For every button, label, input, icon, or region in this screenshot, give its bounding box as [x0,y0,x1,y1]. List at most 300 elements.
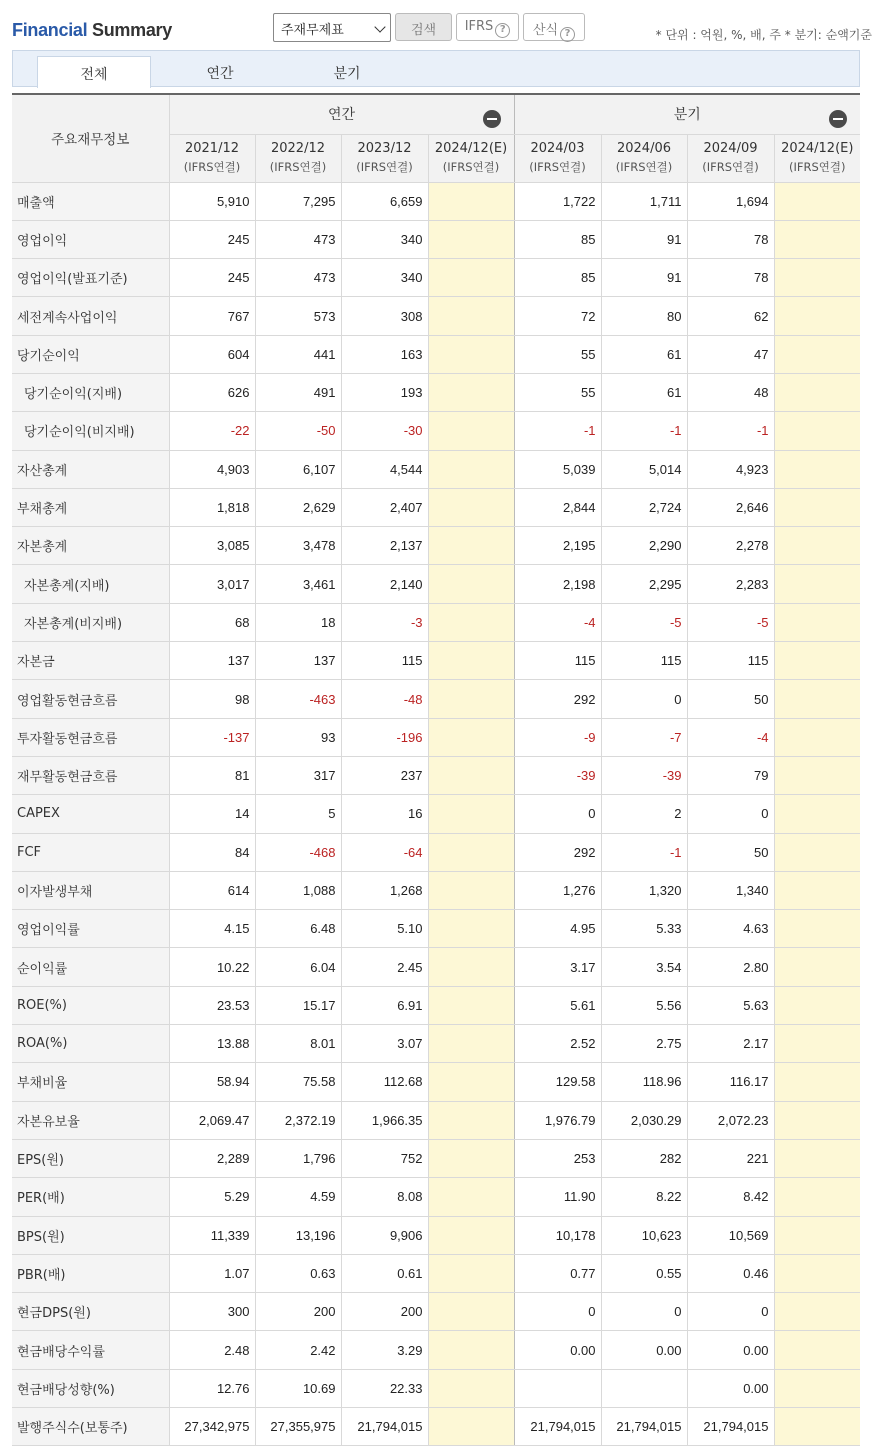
table-cell: 0.00 [687,1369,774,1407]
table-cell: 300 [169,1293,255,1331]
table-cell: -39 [514,756,601,794]
table-cell: 6,659 [341,182,428,220]
table-cell: 491 [255,373,341,411]
page-title: Financial Summary [12,20,172,40]
column-basis: (IFRS연결) [269,160,327,174]
row-label: 당기순이익(지배) [12,373,169,411]
table-cell: 6.91 [341,986,428,1024]
financial-summary-table [12,93,860,1446]
table-cell: 0 [687,795,774,833]
table-cell: 245 [169,220,255,258]
table-cell: 61 [601,335,687,373]
table-cell: 72 [514,297,601,335]
table-cell [774,1025,860,1063]
table-row [12,1063,860,1101]
table-cell: 3,017 [169,565,255,603]
table-cell: 2,140 [341,565,428,603]
table-cell: -4 [514,603,601,641]
table-cell: 2,724 [601,488,687,526]
table-cell [774,335,860,373]
table-cell: 1,268 [341,871,428,909]
table-cell: 15.17 [255,986,341,1024]
period-tabs [12,50,860,87]
table-cell: 0.63 [255,1254,341,1292]
table-cell: -196 [341,718,428,756]
table-cell [774,871,860,909]
table-cell [428,1178,514,1216]
table-cell: -39 [601,756,687,794]
column-period: 2023/12 [357,141,412,156]
table-cell: 2,372.19 [255,1101,341,1139]
table-cell: 84 [169,833,255,871]
row-label: PBR(배) [12,1254,169,1292]
table-cell: 2,646 [687,488,774,526]
table-cell: 2,844 [514,488,601,526]
table-cell [774,1216,860,1254]
table-cell: 221 [687,1139,774,1177]
table-cell [774,1369,860,1407]
table-row [12,1216,860,1254]
table-cell [774,833,860,871]
table-cell [774,756,860,794]
row-label: 순이익률 [12,948,169,986]
tab-annual[interactable]: 연간 [206,66,234,82]
table-cell [428,220,514,258]
table-cell: 1,818 [169,488,255,526]
table-cell: 4.59 [255,1178,341,1216]
help-icon: ? [495,23,510,38]
table-cell: 0 [601,1293,687,1331]
table-cell [428,182,514,220]
toolbar [12,12,872,48]
row-label: 발행주식수(보통주) [12,1408,169,1446]
table-cell: 282 [601,1139,687,1177]
table-cell: 27,355,975 [255,1408,341,1446]
row-label: 당기순이익(비지배) [12,412,169,450]
table-cell [428,450,514,488]
row-label: ROA(%) [12,1025,169,1063]
table-cell [428,642,514,680]
collapse-quarter-icon[interactable] [829,110,847,128]
table-cell: 11,339 [169,1216,255,1254]
table-cell: -4 [687,718,774,756]
row-label: FCF [12,833,169,871]
table-row [12,1293,860,1331]
table-row [12,718,860,756]
table-cell: 200 [255,1293,341,1331]
table-cell [428,1293,514,1331]
row-label: 자본유보율 [12,1101,169,1139]
column-basis: (IFRS연결) [529,160,586,174]
table-cell: 1,694 [687,182,774,220]
table-cell [428,1408,514,1446]
table-cell: 1,276 [514,871,601,909]
table-cell: 2,407 [341,488,428,526]
formula-help-button[interactable] [523,13,585,41]
table-cell: 0.61 [341,1254,428,1292]
column-header [169,134,255,182]
table-cell: 9,906 [341,1216,428,1254]
table-cell: 317 [255,756,341,794]
table-row [12,1369,860,1407]
table-cell [428,1101,514,1139]
table-cell: 5.10 [341,910,428,948]
help-icon: ? [560,27,575,42]
table-cell [774,412,860,450]
column-header [428,134,514,182]
row-label: 이자발생부채 [12,871,169,909]
table-row [12,680,860,718]
table-cell: 0.00 [687,1331,774,1369]
table-cell: 6,107 [255,450,341,488]
table-cell: 2.52 [514,1025,601,1063]
table-cell [774,1063,860,1101]
row-label: BPS(원) [12,1216,169,1254]
table-cell: 115 [601,642,687,680]
table-cell: 79 [687,756,774,794]
table-cell: 91 [601,220,687,258]
table-row [12,756,860,794]
table-row [12,1178,860,1216]
table-cell [428,910,514,948]
table-cell: 21,794,015 [341,1408,428,1446]
row-label: 부채총계 [12,488,169,526]
column-basis: (IFRS연결) [442,160,500,174]
table-cell: 137 [255,642,341,680]
table-cell: 10.69 [255,1369,341,1407]
table-cell [428,412,514,450]
column-basis: (IFRS연결) [702,160,759,174]
table-cell: -1 [601,833,687,871]
table-row [12,833,860,871]
row-label: 자본총계(비지배) [12,603,169,641]
table-cell: 5,039 [514,450,601,488]
table-cell: 10,569 [687,1216,774,1254]
table-cell: 2.48 [169,1331,255,1369]
table-cell: 85 [514,259,601,297]
table-cell: 13.88 [169,1025,255,1063]
table-cell: 292 [514,833,601,871]
statement-type-select[interactable] [273,13,391,42]
table-row [12,1139,860,1177]
table-cell: 340 [341,220,428,258]
table-row [12,1254,860,1292]
table-cell: 473 [255,259,341,297]
table-cell [428,565,514,603]
table-cell: 0 [514,795,601,833]
column-header [341,134,428,182]
table-cell: 2,290 [601,527,687,565]
table-cell: 2,289 [169,1139,255,1177]
select-value: 주재무제표 [281,23,344,38]
table-cell: 50 [687,833,774,871]
column-header [601,134,687,182]
table-row [12,297,860,335]
table-cell: 8.42 [687,1178,774,1216]
table-cell: 5.63 [687,986,774,1024]
table-row [12,412,860,450]
column-period: 2024/09 [703,141,758,156]
table-cell [774,527,860,565]
table-cell: 2,195 [514,527,601,565]
row-label: 자본총계 [12,527,169,565]
tab-all[interactable]: 전체 [37,56,151,88]
table-cell: 0.00 [514,1331,601,1369]
row-label: 당기순이익 [12,335,169,373]
table-cell: 0 [601,680,687,718]
table-cell [774,680,860,718]
table-cell: 91 [601,259,687,297]
annual-group-label: 연간 [327,107,356,124]
table-cell [428,1139,514,1177]
table-cell: -50 [255,412,341,450]
table-cell: 11.90 [514,1178,601,1216]
table-cell: 2,283 [687,565,774,603]
row-label: 현금DPS(원) [12,1293,169,1331]
column-basis: (IFRS연결) [789,160,846,174]
table-cell: 8.08 [341,1178,428,1216]
table-row [12,603,860,641]
table-cell [774,373,860,411]
table-cell: 98 [169,680,255,718]
table-cell [428,871,514,909]
row-label: ROE(%) [12,986,169,1024]
table-cell: -137 [169,718,255,756]
table-cell: 85 [514,220,601,258]
row-label: CAPEX [12,795,169,833]
table-cell: 340 [341,259,428,297]
table-cell: 1,711 [601,182,687,220]
table-cell: 55 [514,373,601,411]
table-cell: 81 [169,756,255,794]
table-cell: 5.29 [169,1178,255,1216]
table-cell: 112.68 [341,1063,428,1101]
table-cell: 614 [169,871,255,909]
table-cell: 2,137 [341,527,428,565]
row-label: 자산총계 [12,450,169,488]
table-cell: 2.80 [687,948,774,986]
table-cell: 5 [255,795,341,833]
table-cell: 13,196 [255,1216,341,1254]
chevron-down-icon [374,21,385,32]
table-cell [774,1408,860,1446]
table-cell [514,1369,601,1407]
table-cell: 10.22 [169,948,255,986]
table-cell: 2,629 [255,488,341,526]
table-cell: 115 [341,642,428,680]
table-cell: 78 [687,220,774,258]
column-basis: (IFRS연결) [615,160,673,174]
table-cell: 245 [169,259,255,297]
table-cell: 75.58 [255,1063,341,1101]
table-cell [774,603,860,641]
table-cell: 2.42 [255,1331,341,1369]
table-cell: 18 [255,603,341,641]
table-cell: 1,966.35 [341,1101,428,1139]
column-period: 2024/06 [616,141,671,156]
column-period: 2024/12(E) [781,141,854,156]
table-cell: 115 [514,642,601,680]
table-cell: 4.95 [514,910,601,948]
table-cell: 14 [169,795,255,833]
table-cell: 129.58 [514,1063,601,1101]
table-cell [774,450,860,488]
table-row [12,259,860,297]
table-cell: -64 [341,833,428,871]
table-cell: 0 [514,1293,601,1331]
table-cell: 1,340 [687,871,774,909]
column-period: 2021/12 [184,141,239,156]
table-cell: -463 [255,680,341,718]
table-cell: 0 [687,1293,774,1331]
row-label: 영업이익률 [12,910,169,948]
table-cell: 2,278 [687,527,774,565]
table-cell: 4.63 [687,910,774,948]
table-cell [774,948,860,986]
table-cell [428,1369,514,1407]
table-cell [428,1216,514,1254]
table-cell: 1,088 [255,871,341,909]
table-cell [774,1178,860,1216]
table-cell: 163 [341,335,428,373]
table-cell: 3.17 [514,948,601,986]
table-cell: 6.04 [255,948,341,986]
table-cell: -1 [687,412,774,450]
table-cell: 4,903 [169,450,255,488]
table-cell: 3.29 [341,1331,428,1369]
table-cell: 3,478 [255,527,341,565]
table-cell: 78 [687,259,774,297]
ifrs-help-button[interactable] [456,13,519,41]
table-row [12,565,860,603]
table-cell: 5.33 [601,910,687,948]
table-row [12,986,860,1024]
table-cell: 4,923 [687,450,774,488]
table-cell: 55 [514,335,601,373]
table-cell: 1,796 [255,1139,341,1177]
table-row [12,373,860,411]
collapse-annual-icon[interactable] [483,110,501,128]
table-cell [428,986,514,1024]
table-cell: 2,030.29 [601,1101,687,1139]
table-cell: 237 [341,756,428,794]
table-row [12,488,860,526]
table-cell [774,1293,860,1331]
table-cell: -1 [514,412,601,450]
table-cell: 10,623 [601,1216,687,1254]
annual-group-header [169,94,514,134]
row-label: 자본금 [12,642,169,680]
table-cell: 5.61 [514,986,601,1024]
table-cell: 137 [169,642,255,680]
table-cell: 292 [514,680,601,718]
table-cell: 3.54 [601,948,687,986]
table-cell: 21,794,015 [514,1408,601,1446]
table-row [12,527,860,565]
table-cell: 0.46 [687,1254,774,1292]
table-cell: 2,069.47 [169,1101,255,1139]
table-cell: 27,342,975 [169,1408,255,1446]
unit-note: * 단위 : 억원, %, 배, 주 * 분기: 순액기준 [655,28,872,42]
table-row [12,871,860,909]
table-cell [428,603,514,641]
table-row [12,450,860,488]
table-cell: 115 [687,642,774,680]
table-cell: -7 [601,718,687,756]
table-cell: 3.07 [341,1025,428,1063]
table-cell: 68 [169,603,255,641]
table-cell [428,297,514,335]
table-row [12,1408,860,1446]
table-cell [428,335,514,373]
table-cell [428,833,514,871]
table-cell: 6.48 [255,910,341,948]
table-cell [428,488,514,526]
table-cell: 1,976.79 [514,1101,601,1139]
table-cell [774,1331,860,1369]
table-cell: 116.17 [687,1063,774,1101]
row-label: 투자활동현금흐름 [12,718,169,756]
table-cell [428,259,514,297]
table-cell: -468 [255,833,341,871]
table-row [12,1025,860,1063]
row-label: 부채비율 [12,1063,169,1101]
table-cell: 3,461 [255,565,341,603]
table-cell [774,642,860,680]
table-row [12,1101,860,1139]
table-cell: 12.76 [169,1369,255,1407]
row-label: 세전계속사업이익 [12,297,169,335]
table-cell: 7,295 [255,182,341,220]
table-cell: 626 [169,373,255,411]
table-cell: 0.55 [601,1254,687,1292]
formula-label: 산식 [532,23,559,38]
table-cell: 767 [169,297,255,335]
table-cell: -3 [341,603,428,641]
table-cell: 2.75 [601,1025,687,1063]
column-header [255,134,341,182]
table-cell: 47 [687,335,774,373]
table-cell: -22 [169,412,255,450]
table-cell [774,297,860,335]
row-label: 자본총계(지배) [12,565,169,603]
table-cell [774,718,860,756]
row-label: 매출액 [12,182,169,220]
table-cell: 22.33 [341,1369,428,1407]
table-cell [774,795,860,833]
table-cell [601,1369,687,1407]
table-cell: 48 [687,373,774,411]
table-cell [774,910,860,948]
row-label: PER(배) [12,1178,169,1216]
table-cell: 5,014 [601,450,687,488]
table-cell: 5,910 [169,182,255,220]
table-cell: 4,544 [341,450,428,488]
search-button[interactable]: 검색 [395,13,452,41]
table-cell [428,1331,514,1369]
table-row [12,948,860,986]
column-basis: (IFRS연결) [183,160,241,174]
tab-quarterly[interactable]: 분기 [333,66,361,82]
table-cell [774,182,860,220]
column-period: 2024/12(E) [434,141,508,156]
table-cell [428,527,514,565]
table-cell [774,1101,860,1139]
table-cell [774,1254,860,1292]
column-header [774,134,860,182]
table-cell: 308 [341,297,428,335]
table-cell: 23.53 [169,986,255,1024]
